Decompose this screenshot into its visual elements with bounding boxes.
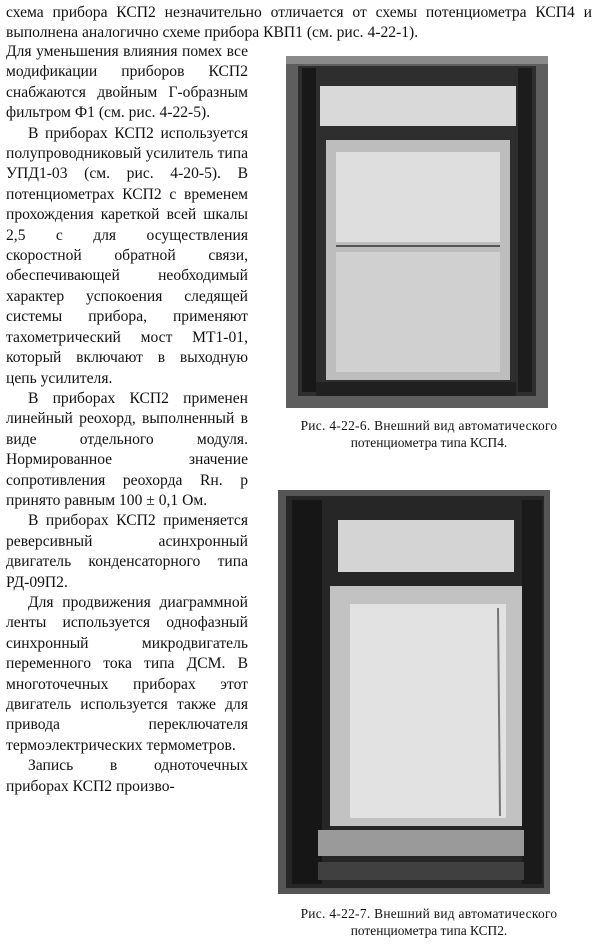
paragraph-rheochord: В приборах КСП2 применен линейный реохорд, выполненный в виде отдельного модуля. Нормированное значение сопротивления реохорда Rн. р принято равным 100 ± 0,1 Ом. bbox=[6, 389, 248, 509]
paragraph-filter: Для уменьшения влияния помех все модификации приборов КСП2 снабжаются двойным Г-образным фильтром Ф1 (см. рис. 4-22-5). bbox=[6, 43, 248, 122]
paragraph-chart-motor: Для продвижения диаграммной ленты используется однофазный синхронный микродвигатель переменного тока типа ДСМ. В многоточечных приборах этот двигатель используется также для привода переключателя термоэлектрических термометров. bbox=[6, 593, 248, 754]
photo-ksp2 bbox=[278, 490, 550, 894]
caption-ksp4-line1: Рис. 4-22-6. Внешний вид автоматического bbox=[300, 418, 558, 433]
figure-ksp2 bbox=[262, 490, 596, 938]
paragraph-reversing-motor: В приборах КСП2 применяется реверсивный асинхронный двигатель конденсаторного типа РД-09П2. bbox=[6, 512, 248, 591]
photo-ksp4 bbox=[286, 56, 548, 408]
caption-ksp2 bbox=[262, 906, 596, 939]
caption-ksp2-line2: потенциометра типа КСП2. bbox=[350, 922, 508, 938]
intro-paragraph: схема прибора КСП2 незначительно отличается от схемы потенциометра КСП4 и выполнена аналогично схеме прибора КВП1 (см. рис. 4-22-1). bbox=[6, 4, 592, 41]
paragraph-recording: Запись в одноточечных приборах КСП2 произво- bbox=[6, 757, 248, 795]
caption-ksp4 bbox=[262, 418, 596, 451]
figure-ksp4 bbox=[262, 56, 596, 456]
body-column bbox=[6, 42, 248, 797]
caption-ksp4-line2: потенциометра типа КСП4. bbox=[350, 434, 508, 450]
paragraph-amplifier: В приборах КСП2 используется полупроводниковый усилитель типа УПД1-03 (см. рис. 4-20-5). В потенциометрах КСП2 с временем прохождения кареткой всей шкалы 2,5 с для осуществления скоростной обратной связи, обеспечивающей необходимый характер успокоения следящей системы прибора, применяют тахометрический мост МТ1-01, который включают в выходную цепь усилителя. bbox=[6, 124, 248, 387]
caption-ksp2-line1: Рис. 4-22-7. Внешний вид автоматического bbox=[300, 906, 558, 921]
